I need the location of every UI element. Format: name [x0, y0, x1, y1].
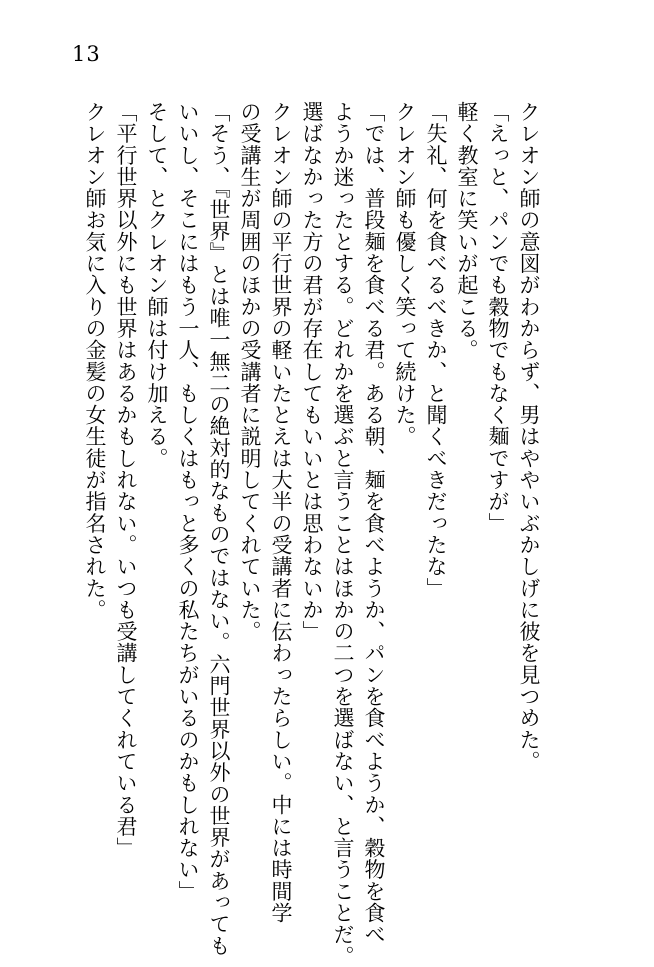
text-line: クレオン師の平行世界の軽いたとえは大半の受講者に伝わったらしい。中には時間学: [269, 101, 293, 924]
text-line: 「失礼、何を食べるべきか、と聞くべきだったな」: [424, 101, 448, 599]
text-line: 「えっと、パンでも穀物でもなく麺ですが」: [486, 101, 510, 534]
page-number: 13: [72, 42, 101, 66]
text-line: の受講生が周囲のほかの受講者に説明してくれていた。: [238, 101, 262, 643]
text-line: そして、とクレオン師は付け加える。: [145, 101, 169, 470]
text-line: いいし、そこにはもう一人、もしくはもっと多くの私たちがいるのかもしれない」: [176, 101, 200, 903]
text-line: 「平行世界以外にも世界はあるかもしれない。いつも受講してくれている君」: [114, 101, 138, 859]
text-line: クレオン師の意図がわからず、男はややいぶかしげに彼を見つめた。: [517, 101, 541, 773]
vertical-text-body: [79, 101, 544, 967]
text-line: 「そう、『世界』とは唯一無二の絶対的なものではない。六門世界以外の世界があっても: [207, 101, 231, 957]
text-line: 軽く教室に笑いが起こる。: [455, 101, 479, 361]
text-line: 「では、普段麺を食べる君。ある朝、麺を食べようか、パンを食べようか、穀物を食べ: [362, 101, 386, 946]
text-line: クレオン師お気に入りの金髪の女生徒が指名された。: [83, 101, 107, 621]
text-line: クレオン師も優しく笑って続けた。: [393, 101, 417, 448]
text-line: ようか迷ったとする。どれかを選ぶと言うことはほかの二つを選ばない、と言うことだ。: [331, 101, 355, 967]
text-line: 選ばなかった方の君が存在してもいいとは思わないか」: [300, 101, 324, 643]
